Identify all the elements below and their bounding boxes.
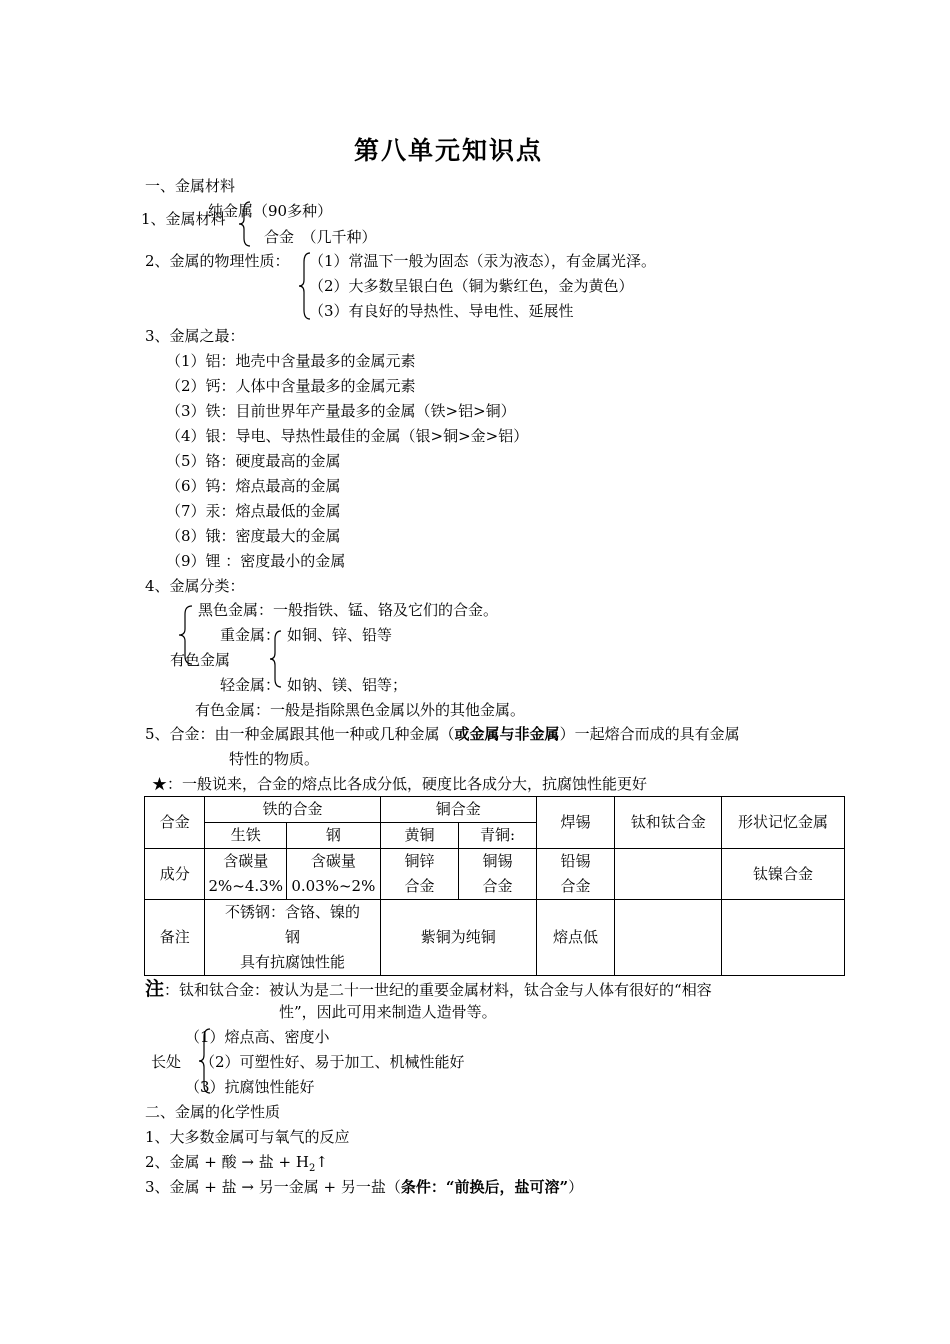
superlative-item: （9）锂 ：密度最小的金属	[166, 552, 346, 570]
superlatives-heading: 3、金属之最：	[145, 327, 245, 345]
table-row	[145, 900, 845, 976]
property-item: （3）有良好的导热性、导电性、延展性	[309, 302, 574, 320]
header-alloy: 合金	[145, 797, 205, 849]
physical-properties-label: 2、金属的物理性质：	[145, 252, 290, 270]
table-cell: 不锈钢：含铬、镍的 钢 具有抗腐蚀性能	[205, 900, 380, 976]
heavy-metals-label: 重金属：	[220, 626, 281, 644]
table-cell: 紫铜为纯铜	[380, 900, 536, 976]
advantages-label: 长处	[151, 1053, 182, 1071]
advantage-item: （2）可塑性好、易于加工、机械性能好	[200, 1053, 465, 1071]
header-copper-alloys: 铜合金	[380, 797, 536, 823]
page-title: 第八单元知识点	[354, 136, 544, 165]
titanium-note: 注：钛和钛合金：被认为是二十一世纪的重要金属材料，钛合金与人体有很好的“相容	[145, 978, 712, 1000]
subheader-steel: 钢	[287, 823, 381, 849]
subheader-pig-iron: 生铁	[205, 823, 287, 849]
row-label-composition: 成分	[145, 849, 205, 900]
light-metals-examples: 如钠、镁、铝等；	[287, 676, 408, 694]
table-cell	[615, 849, 722, 900]
row-label-notes: 备注	[145, 900, 205, 976]
table-cell: 铜锡 合金	[459, 849, 537, 900]
table-cell: 铜锌 合金	[380, 849, 459, 900]
advantage-item: （1）熔点高、密度小	[185, 1028, 330, 1046]
titanium-note-continued: 性”，因此可用来制造人造骨等。	[279, 1003, 497, 1021]
header-titanium: 钛和钛合金	[615, 797, 722, 849]
note-mark: 注	[145, 978, 165, 1000]
light-metals-label: 轻金属：	[220, 676, 281, 694]
alloy-definition: 5、合金：由一种金属跟其他一种或几种金属（或金属与非金属）一起熔合而成的具有金属	[145, 725, 740, 743]
reaction-condition: 条件：“前换后，盐可溶”	[400, 1178, 569, 1196]
superlative-item: （8）锇：密度最大的金属	[166, 527, 341, 545]
table-cell	[722, 900, 845, 976]
property-item: （2）大多数呈银白色（铜为紫红色，金为黄色）	[309, 277, 634, 295]
superlative-item: （4）银：导电、导热性最佳的金属（银>铜>金>铝）	[166, 427, 529, 445]
alloy-table	[144, 796, 845, 976]
pure-metals-item: 纯金属（90多种）	[208, 202, 333, 220]
section-1-heading: 一、金属材料	[145, 177, 236, 195]
reaction-item: 2、金属 + 酸 → 盐 + $H_2↑$	[145, 1153, 328, 1174]
subheader-bronze: 青铜:	[459, 823, 537, 849]
superlative-item: （6）钨：熔点最高的金属	[166, 477, 341, 495]
table-row	[145, 849, 845, 900]
alloy-definition-bold: 或金属与非金属	[454, 725, 560, 743]
classification-heading: 4、金属分类：	[145, 577, 245, 595]
section-2-heading: 二、金属的化学性质	[145, 1103, 281, 1121]
header-shape-memory: 形状记忆金属	[722, 797, 845, 849]
superlative-item: （2）钙：人体中含量最多的金属元素	[166, 377, 416, 395]
table-cell: 含碳量 0.03%~2%	[287, 849, 381, 900]
table-cell: 钛镍合金	[722, 849, 845, 900]
reaction-item: 1、大多数金属可与氧气的反应	[145, 1128, 350, 1146]
table-cell: 含碳量 2%~4.3%	[205, 849, 287, 900]
superlative-item: （1）铝：地壳中含量最多的金属元素	[166, 352, 416, 370]
advantage-item: （3）抗腐蚀性能好	[185, 1078, 315, 1096]
ferrous-metals: 黑色金属：一般指铁、锰、铬及它们的合金。	[198, 601, 499, 619]
reaction-item: 3、金属 + 盐 → 另一金属 + 另一盐（条件：“前换后，盐可溶”）	[145, 1178, 584, 1196]
table-cell: 铅锡 合金	[536, 849, 615, 900]
star-note: ★：一般说来，合金的熔点比各成分低，硬度比各成分大，抗腐蚀性能更好	[152, 775, 648, 793]
header-iron-alloys: 铁的合金	[205, 797, 380, 823]
nonferrous-definition: 有色金属：一般是指除黑色金属以外的其他金属。	[195, 701, 526, 719]
header-solder: 焊锡	[536, 797, 615, 849]
nonferrous-metals-label: 有色金属	[170, 651, 231, 669]
property-item: （1）常温下一般为固态（汞为液态），有金属光泽。	[309, 252, 657, 270]
alloys-item: 合金 （几千种）	[264, 228, 377, 246]
alloy-definition-continued: 特性的物质。	[229, 750, 320, 768]
subheader-brass: 黄铜	[380, 823, 459, 849]
superlative-item: （7）汞：熔点最低的金属	[166, 502, 341, 520]
heavy-metals-examples: 如铜、锌、铅等	[287, 626, 393, 644]
metal-materials-label: 1、金属材料	[141, 210, 226, 228]
table-cell: 熔点低	[536, 900, 615, 976]
table-cell	[615, 900, 722, 976]
superlative-item: （5）铬：硬度最高的金属	[166, 452, 341, 470]
superlative-item: （3）铁：目前世界年产量最多的金属（铁>铝>铜）	[166, 402, 516, 420]
